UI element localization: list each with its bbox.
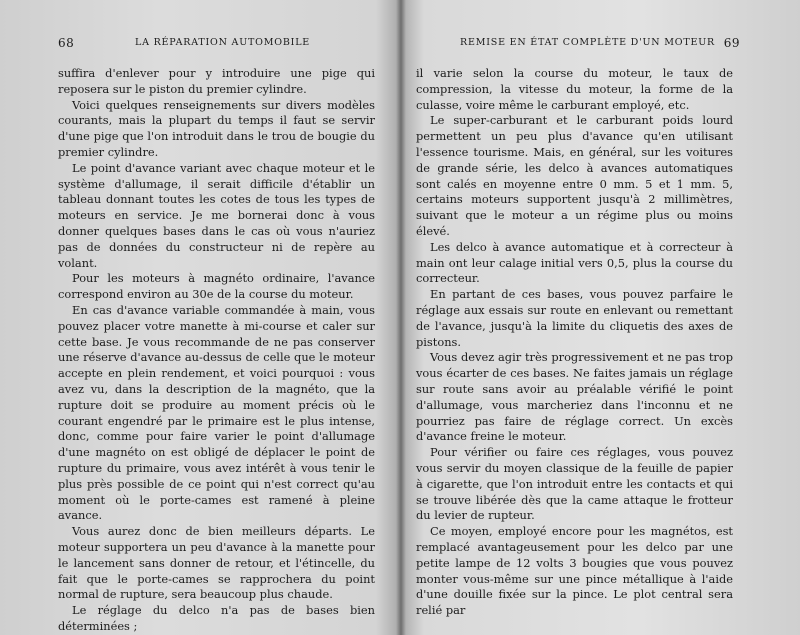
right-paragraph: Les delco à avance automatique et à correcteur à main ont leur calage initial vers 0,5, plus la course du correcteur. <box>416 239 733 286</box>
right-paragraph: Vous devez agir très progressivement et ne pas trop vous écarter de ces bases. Ne faites jamais un réglage sur route sans avoir au préalable vérifié le point d'allumage, vous marcheriez dans l'inconnu et ne pourriez pas faire de réglage correct. Un excès d'avance freine le moteur. <box>416 350 733 444</box>
right-paragraph: il varie selon la course du moteur, le taux de compression, la vitesse du moteur, la forme de la culasse, voire même le carburant employé, etc. <box>416 66 733 112</box>
left-paragraph: Voici quelques renseignements sur divers modèles courants, mais la plupart du temps il faut se servir d'une pige que l'on introduit dans le trou de bougie du premier cylindre. <box>58 97 375 159</box>
right-paragraph: Le super-carburant et le carburant poids lourd permettent un peu plus d'avance qu'en utilisant l'essence tourisme. Mais, en général, sur les voitures de grande série, les delco à avances automatiques sont calés en moyenne entre 0 mm. 5 et 1 mm. 5, certains moteurs supportent jusqu'à 2 millimètres, suivant que le moteur a un régime plus ou moins élevé. <box>416 113 733 238</box>
right-running-head: REMISE EN ÉTAT COMPLÈTE D'UN MOTEUR <box>460 37 715 48</box>
left-paragraph: En cas d'avance variable commandée à main, vous pouvez placer votre manette à mi-course et caler sur cette base. Je vous recommande de ne pas conserver une réserve d'avance au-dessus de celle que le moteur accepte en plein rendement, et voici pourquoi : vous avez vu, dans la description de la magnéto, que la rupture doit se produire au moment précis où le courant engendré par le primaire est le plus intense, donc, comme pour faire varier le point d'allumage d'une magnéto on est obligé de déplacer le point de rupture du primaire, vous avez intérêt à vous tenir le plus près possible de ce point qui n'est correct qu'au moment où le porte-cames est ramené à pleine avance. <box>58 302 375 523</box>
left-paragraph: Vous aurez donc de bien meilleurs départs. Le moteur supportera un peu d'avance à la manette pour le lancement sans donner de retour, et l'étincelle, du fait que le porte-cames se rapprochera du point normal de rupture, sera beaucoup plus chaude. <box>58 524 375 602</box>
left-paragraph: Pour les moteurs à magnéto ordinaire, l'avance correspond environ au 30e de la course du moteur. <box>58 271 375 302</box>
right-paragraph: En partant de ces bases, vous pouvez parfaire le réglage aux essais sur route en enlevant ou remettant de l'avance, jusqu'à la limite du cliquetis des axes de pistons. <box>416 287 733 349</box>
right-paragraph: Pour vérifier ou faire ces réglages, vous pouvez vous servir du moyen classique de la feuille de papier à cigarette, que l'on introduit entre les contacts et qui se trouve libérée dès que la came attaque le frotteur du levier de rupteur. <box>416 445 733 523</box>
left-paragraph: Le point d'avance variant avec chaque moteur et le système d'allumage, il serait difficile d'établir un tableau donnant toutes les cotes de tous les types de moteurs en service. Je me bornerai donc à vous donner quelques bases dans le cas où vous n'auriez pas de données du constructeur ni de repère au volant. <box>58 160 375 270</box>
left-paragraph: suffira d'enlever pour y introduire une pige qui reposera sur le piston du premier cylindre. <box>58 66 375 96</box>
right-page <box>400 0 800 635</box>
right-page-header <box>400 36 800 54</box>
left-page-number: 68 <box>58 36 75 50</box>
left-paragraph: Le réglage du delco n'a pas de bases bien déterminées ; <box>58 603 375 633</box>
right-page-number: 69 <box>723 36 740 50</box>
left-page-body <box>58 66 375 635</box>
left-running-head: LA RÉPARATION AUTOMOBILE <box>135 37 311 48</box>
left-page-header <box>0 36 400 54</box>
right-paragraph: Ce moyen, employé encore pour les magnétos, est remplacé avantageusement pour les delco par une petite lampe de 12 volts 3 bougies que vous pouvez monter vous-même sur une pince métallique à l'aide d'une douille fixée sur la pince. Le plot central sera relié par <box>416 524 733 618</box>
right-page-body <box>416 66 733 619</box>
